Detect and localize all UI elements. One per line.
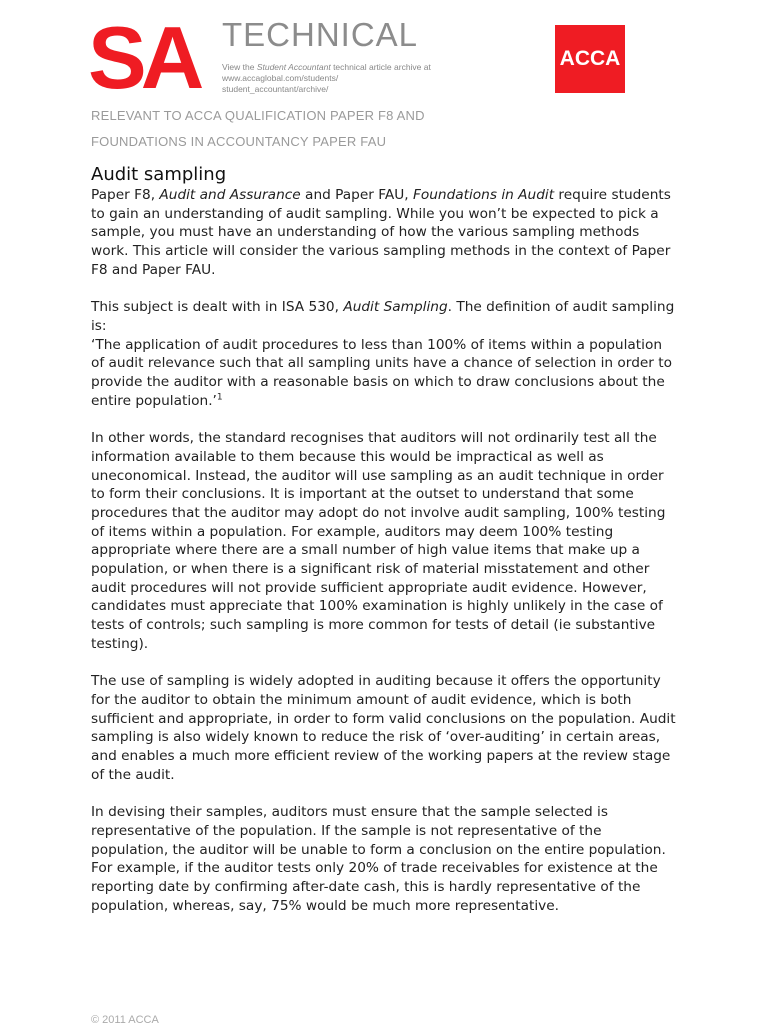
article-body xyxy=(91,186,679,934)
copyright: © 2011 ACCA xyxy=(91,1014,159,1026)
relevance-line-1: RELEVANT TO ACCA QUALIFICATION PAPER F8 AND xyxy=(91,108,425,123)
acca-logo: ACCA xyxy=(555,25,625,93)
paragraph-2 xyxy=(91,298,679,410)
p1-text-c: and Paper FAU, xyxy=(300,187,413,203)
p2-text-a: This subject is dealt with in ISA 530, xyxy=(91,299,344,316)
paragraph-3: In other words, the standard recognises that auditors will not ordinarily test all the information available to them because this would be impractical as well as uneconomical. Instead, the auditor will use sampling as an audit technique in order to form their conclusions. It is important at the outset to understand that some procedures that the auditor may adopt do not involve audit sampling, 100% testing of items within a population. For example, auditors may deem 100% testing appropriate where there are a small number of high value items that make up a population, or when there is a significant risk of material misstatement and other audit procedures will not provide sufficient appropriate audit evidence. However, candidates must appreciate that 100% examination is highly unlikely in the case of tests of controls; such sampling is more common for tests of detail (ie substantive testing). xyxy=(91,430,666,652)
article-title: Audit sampling xyxy=(91,164,227,185)
archive-note-prefix: View the xyxy=(222,62,257,72)
p1-text-e: require students to gain an understanding of audit sampling. While you won’t be expected to pick a sample, you must have an understanding of how the various sampling methods work. This article will consider the various sampling methods in the context of Paper F8 and Paper FAU. xyxy=(91,187,671,278)
sa-logo: SA xyxy=(88,22,199,94)
archive-note xyxy=(222,62,432,95)
relevance-line-2: FOUNDATIONS IN ACCOUNTANCY PAPER FAU xyxy=(91,134,387,149)
footnote-marker: 1 xyxy=(216,392,223,403)
paragraph-5: In devising their samples, auditors must ensure that the sample selected is representative of the population. If the sample is not representative of the population, the auditor will be unable to form a conclusion on the entire population. For example, if the auditor tests only 20% of trade receivables for existence at the reporting date by confirming after-date cash, this is hardly representative of the population, whereas, say, 75% would be much more representative. xyxy=(91,804,666,914)
paragraph-4: The use of sampling is widely adopted in auditing because it offers the opportunity for the auditor to obtain the minimum amount of audit evidence, which is both sufficient and appropriate, in order to form valid conclusions on the population. Audit sampling is also widely known to reduce the risk of ‘over-auditing’ in certain areas, and enables a much more efficient review of the working papers at the review stage of the audit. xyxy=(91,673,676,783)
isa-definition-quote: ‘The application of audit procedures to less than 100% of items within a population of audit relevance such that all sampling units have a chance of selection in order to provide the auditor with a reasonable basis on which to draw conclusions about the entire population.’ xyxy=(91,336,673,409)
p2-text-c: . The definition of audit sampling is: xyxy=(91,299,675,334)
technical-title: TECHNICAL xyxy=(222,16,419,53)
p2-italic-b: Audit Sampling xyxy=(343,299,448,316)
archive-note-italic: Student Accountant xyxy=(256,62,331,72)
paragraph-1 xyxy=(91,186,679,280)
p1-text-a: Paper F8, xyxy=(91,187,160,203)
archive-note-suffix: technical article archive at www.accaglobal.com/students/ student_accountant/archive/ xyxy=(222,62,431,94)
p1-italic-b: Audit and Assurance xyxy=(159,187,301,203)
relevance-statement xyxy=(91,103,425,155)
p1-italic-d: Foundations in Audit xyxy=(412,187,555,203)
